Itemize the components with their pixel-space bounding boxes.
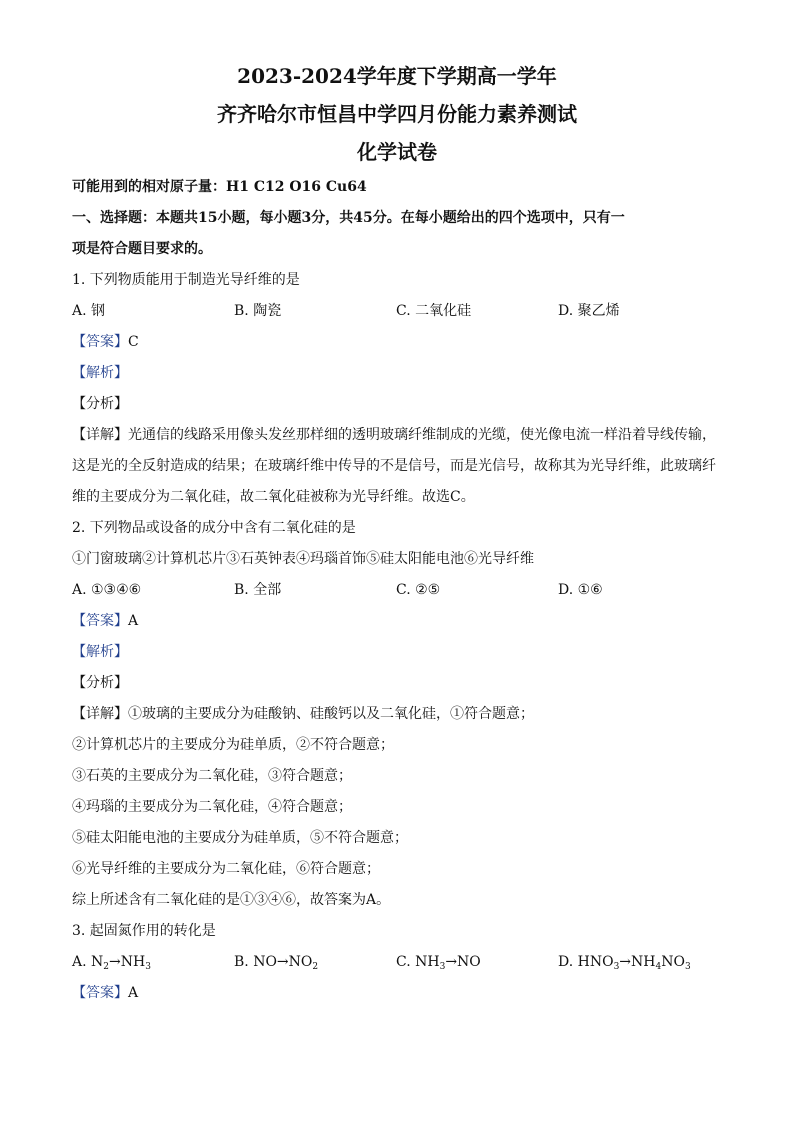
q1-stem: 1. 下列物质能用于制造光导纤维的是 bbox=[72, 272, 300, 288]
subscript: 2 bbox=[103, 962, 109, 972]
q1-options bbox=[72, 296, 722, 327]
q1-option-d: D. 聚乙烯 bbox=[558, 303, 620, 319]
q3-c-text: →NO bbox=[445, 954, 481, 970]
q2-option-d: D. ①⑥ bbox=[558, 582, 603, 598]
q1-option-a: A. 钢 bbox=[72, 303, 106, 319]
q2-answer-value: A bbox=[128, 613, 139, 629]
q3-answer bbox=[72, 978, 722, 1009]
q1-answer-value: C bbox=[128, 334, 139, 350]
q1-detail-3: 维的主要成分为二氧化硅，故二氧化硅被称为光导纤维。故选C。 bbox=[72, 489, 475, 505]
subscript: 3 bbox=[145, 962, 151, 972]
q2-detail-text-1: ①玻璃的主要成分为硅酸钠、硅酸钙以及二氧化硅，①符合题意； bbox=[128, 706, 534, 722]
q3-options bbox=[72, 947, 722, 978]
detail-tag: 【详解】 bbox=[72, 427, 128, 443]
fenxi-tag: 【分析】 bbox=[72, 675, 128, 691]
q2-items: ①门窗玻璃②计算机芯片③石英钟表④玛瑙首饰⑤硅太阳能电池⑥光导纤维 bbox=[72, 551, 534, 567]
q3-option-d bbox=[558, 947, 720, 978]
q1-analysis bbox=[72, 358, 722, 389]
q3-stem: 3. 起固氮作用的转化是 bbox=[72, 923, 216, 939]
title-line-1: 2023-2024学年度下学期高一学年 bbox=[237, 64, 557, 88]
q2-detail-4: ④玛瑙的主要成分为二氧化硅，④符合题意； bbox=[72, 799, 352, 815]
q2-detail-5: ⑤硅太阳能电池的主要成分为硅单质，⑤不符合题意； bbox=[72, 830, 408, 846]
q2-option-a: A. ①③④⑥ bbox=[72, 582, 142, 598]
q3-c-text: C. NH bbox=[396, 954, 440, 970]
detail-tag: 【详解】 bbox=[72, 706, 128, 722]
subscript: 4 bbox=[655, 962, 662, 972]
q1-detail-2: 这是光的全反射造成的结果；在玻璃纤维中传导的不是信号，而是光信号，故称其为光导纤维，此玻璃纤 bbox=[72, 458, 716, 474]
q2-detail-7: 综上所述含有二氧化硅的是①③④⑥，故答案为A。 bbox=[72, 892, 391, 908]
q2-detail-1 bbox=[72, 699, 722, 730]
q2-fenxi bbox=[72, 668, 722, 699]
analysis-tag: 【解析】 bbox=[72, 365, 128, 381]
q2-detail-3: ③石英的主要成分为二氧化硅，③符合题意； bbox=[72, 768, 352, 784]
q1-detail-1 bbox=[72, 420, 722, 451]
subscript: 2 bbox=[312, 962, 319, 972]
q3-b-text: B. NO→NO bbox=[234, 954, 313, 970]
q2-option-c: C. ②⑤ bbox=[396, 582, 441, 598]
answer-tag: 【答案】 bbox=[72, 334, 128, 350]
subscript: 3 bbox=[684, 962, 691, 972]
q3-d-text: D. HNO bbox=[558, 954, 614, 970]
section-heading-1b: 项是符合题目要求的。 bbox=[72, 241, 212, 257]
q1-answer bbox=[72, 327, 722, 358]
q1-detail-text-1: 光通信的线路采用像头发丝那样细的透明玻璃纤维制成的光缆，使光像电流一样沿着导线传输， bbox=[128, 427, 716, 443]
analysis-tag: 【解析】 bbox=[72, 644, 128, 660]
subscript: 3 bbox=[439, 962, 446, 972]
q1-option-c: C. 二氧化硅 bbox=[396, 303, 472, 319]
q3-d-text: →NH bbox=[619, 954, 656, 970]
q2-detail-6: ⑥光导纤维的主要成分为二氧化硅，⑥符合题意； bbox=[72, 861, 380, 877]
q2-stem: 2. 下列物品或设备的成分中含有二氧化硅的是 bbox=[72, 520, 356, 536]
q2-analysis bbox=[72, 637, 722, 668]
q3-d-text: NO bbox=[661, 954, 685, 970]
q2-detail-2: ②计算机芯片的主要成分为硅单质，②不符合题意； bbox=[72, 737, 394, 753]
q3-a-text: A. N bbox=[72, 954, 104, 970]
q3-option-a bbox=[72, 947, 234, 978]
q3-a-text: →NH bbox=[109, 954, 146, 970]
q3-option-b bbox=[234, 947, 396, 978]
q1-fenxi bbox=[72, 389, 722, 420]
answer-tag: 【答案】 bbox=[72, 613, 128, 629]
answer-tag: 【答案】 bbox=[72, 985, 128, 1001]
subscript: 3 bbox=[613, 962, 620, 972]
q3-option-c bbox=[396, 947, 558, 978]
title-line-3: 化学试卷 bbox=[357, 140, 437, 164]
section-heading-1a: 一、选择题：本题共15小题，每小题3分，共45分。在每小题给出的四个选项中，只有一 bbox=[72, 210, 625, 226]
fenxi-tag: 【分析】 bbox=[72, 396, 128, 412]
q3-answer-value: A bbox=[128, 985, 139, 1001]
q2-options bbox=[72, 575, 722, 606]
q2-answer bbox=[72, 606, 722, 637]
q2-option-b: B. 全部 bbox=[234, 582, 282, 598]
atomic-masses: 可能用到的相对原子量：H1 C12 O16 Cu64 bbox=[72, 179, 367, 195]
q1-option-b: B. 陶瓷 bbox=[234, 303, 282, 319]
title-line-2: 齐齐哈尔市恒昌中学四月份能力素养测试 bbox=[217, 102, 577, 126]
